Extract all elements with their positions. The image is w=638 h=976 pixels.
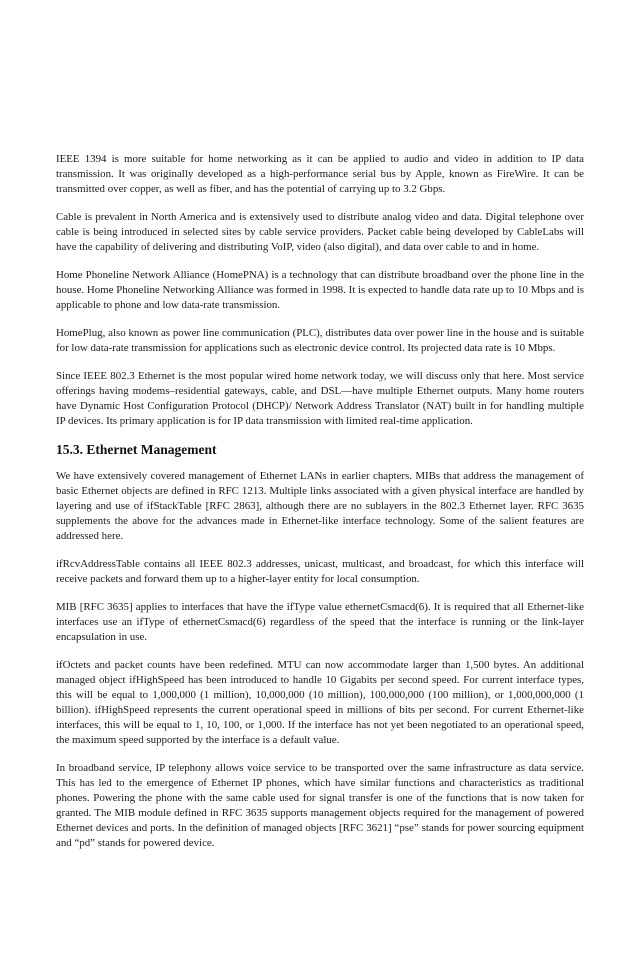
paragraph-mib-rfc3635: MIB [RFC 3635] applies to interfaces that have the ifType value ethernetCsmacd(6). It is required that all Ethernet-like interfaces use an ifType of ethernetCsmacd(6) regardless of the speed that the interface is running or the link-layer encapsulation in use.	[56, 601, 584, 643]
paragraph-homeplug: HomePlug, also known as power line communication (PLC), distributes data over power line in the house and is suitable for low data-rate transmission for applications such as electronic device control. Its projected data rate is 10 Mbps.	[56, 327, 584, 354]
paragraph-ieee-1394: IEEE 1394 is more suitable for home networking as it can be applied to audio and video in addition to IP data transmission. It was originally developed as a high-performance serial bus by Apple, known as FireWire. It can be transmitted over copper, as well as fiber, and has the potential of carrying up to 3.2 Gbps.	[56, 153, 584, 195]
paragraph-ifrcvaddresstable: ifRcvAddressTable contains all IEEE 802.3 addresses, unicast, multicast, and broadcast, for which this interface will receive packets and forward them up to a higher-layer entity for local consumption.	[56, 558, 584, 585]
paragraph-ethernet-home: Since IEEE 802.3 Ethernet is the most popular wired home network today, we will discuss only that here. Most service offerings having modems–residential gateways, cable, and DSL—have multiple Ethernet outputs. Many home routers have Dynamic Host Configuration Protocol (DHCP)/ Network Address Translator (NAT) built in for handling multiple IP devices. Its primary application is for IP data transmission with limited real-time application.	[56, 370, 584, 427]
paragraph-homepna: Home Phoneline Network Alliance (HomePNA) is a technology that can distribute broadband over the phone line in the house. Home Phoneline Networking Alliance was formed in 1998. It is expected to handle data rate up to 10 Mbps and is applicable to phone and low data-rate transmission.	[56, 269, 584, 311]
document-page	[56, 152, 584, 864]
paragraph-ip-telephony: In broadband service, IP telephony allows voice service to be transported over the same infrastructure as data service. This has led to the emergence of Ethernet IP phones, which have similar functions and characteristics as traditional phones. Powering the phone with the same cable used for signal transfer is one of the functions that is now taken for granted. The MIB module defined in RFC 3635 supports management objects required for the management of powered Ethernet devices and ports. In the definition of managed objects [RFC 3621] “pse” stands for power sourcing equipment and “pd” stands for powered device.	[56, 762, 584, 849]
paragraph-ifoctets: ifOctets and packet counts have been redefined. MTU can now accommodate larger than 1,500 bytes. An additional managed object ifHighSpeed has been introduced to handle 10 Gigabits per second speed. For current interface types, this will be equal to 1,000,000 (1 million), 10,000,000 (10 million), 100,000,000 (100 million), or 1,000,000,000 (1 billion). ifHighSpeed represents the current operational speed in millions of bits per second. For current Ethernet-like interfaces, this will be equal to 1, 10, 100, or 1,000. If the interface has not yet been negotiated to an operational speed, the maximum speed supported by the interface is a default value.	[56, 659, 584, 746]
paragraph-ethernet-lans: We have extensively covered management of Ethernet LANs in earlier chapters. MIBs that address the management of basic Ethernet objects are defined in RFC 1213. Multiple links associated with a given physical interface are handled by layering and use of ifStackTable [RFC 2863], although there are no sublayers in the 802.3 Ethernet layer. RFC 3635 supplements the above for the advances made in Ethernet-like interface technology. Some of the salient features are addressed here.	[56, 470, 584, 542]
paragraph-cable: Cable is prevalent in North America and is extensively used to distribute analog video and data. Digital telephone over cable is being introduced in selected sites by cable service providers. Packet cable being developed by CableLabs will have the capability of delivering and distributing VoIP, video (also digital), and data over cable to and in home.	[56, 211, 584, 253]
section-heading: 15.3. Ethernet Management	[56, 442, 217, 457]
